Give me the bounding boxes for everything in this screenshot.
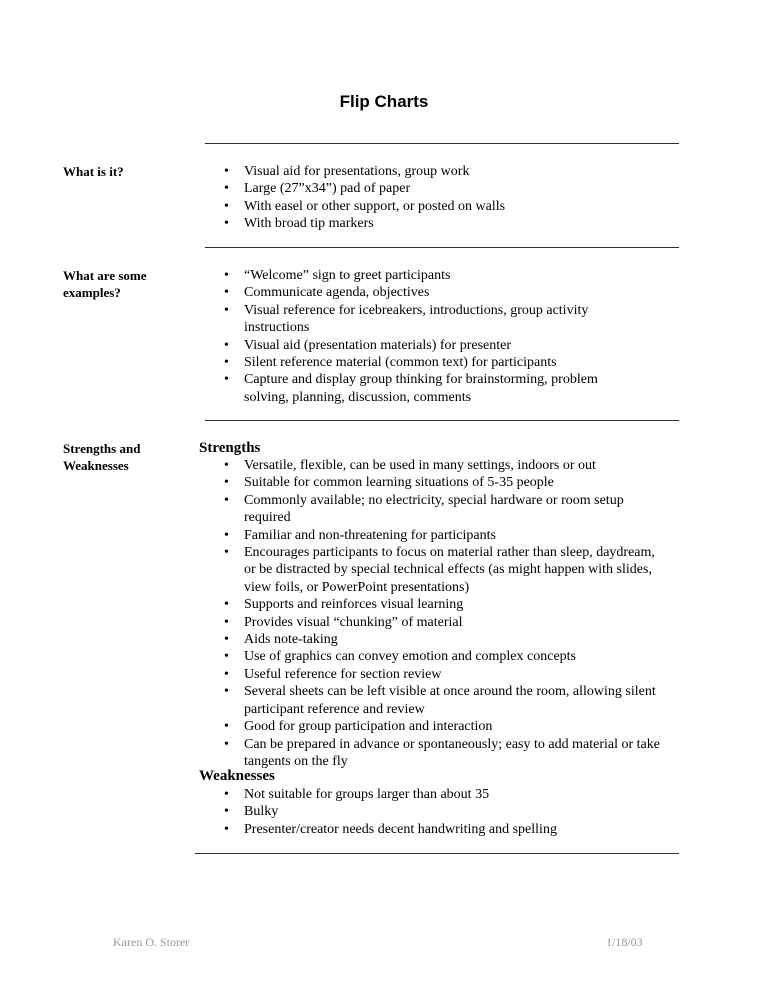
weaknesses-list	[218, 786, 668, 838]
list-item: • Not suitable for groups larger than about 35	[218, 786, 668, 803]
list-item: • With easel or other support, or posted on walls	[218, 198, 678, 215]
list-item: • Visual aid (presentation materials) for presenter	[218, 337, 638, 354]
footer-date: 1/18/03	[606, 935, 643, 949]
list-item: • Bulky	[218, 803, 668, 820]
list-item: • Use of graphics can convey emotion and complex concepts	[218, 648, 668, 665]
list-item: • Several sheets can be left visible at once around the room, allowing silent participant reference and review	[218, 683, 668, 718]
list-item: • Good for group participation and interaction	[218, 718, 668, 735]
title-text: Flip Charts	[339, 92, 429, 111]
list-item: • Capture and display group thinking for brainstorming, problem solving, planning, discussion, comments	[218, 371, 638, 406]
divider	[195, 853, 679, 854]
list-item: • Aids note-taking	[218, 631, 668, 648]
list-item: • Silent reference material (common text) for participants	[218, 354, 638, 371]
list-item: • “Welcome” sign to greet participants	[218, 267, 638, 284]
section-label: What is it?	[63, 164, 124, 179]
list-item: • Versatile, flexible, can be used in many settings, indoors or out	[218, 457, 668, 474]
list-item: • Presenter/creator needs decent handwriting and spelling	[218, 821, 668, 838]
strengths-list	[218, 457, 668, 770]
examples-list	[218, 267, 638, 406]
list-item: • Commonly available; no electricity, special hardware or room setup required	[218, 492, 668, 527]
weaknesses-heading: Weaknesses	[199, 768, 275, 784]
list-item: • Useful reference for section review	[218, 666, 668, 683]
divider	[205, 143, 679, 144]
page-title	[0, 92, 768, 112]
list-item: • Familiar and non-threatening for participants	[218, 527, 668, 544]
strengths-heading: Strengths	[199, 440, 261, 456]
list-item: • Encourages participants to focus on material rather than sleep, daydream, or be distracted by special technical effects (as might happen with slides, view foils, or PowerPoint presentations)	[218, 544, 668, 596]
list-item: • Provides visual “chunking” of material	[218, 614, 668, 631]
list-item: • Visual aid for presentations, group work	[218, 163, 678, 180]
list-item: • Visual reference for icebreakers, introductions, group activity instructions	[218, 302, 638, 337]
divider	[205, 247, 679, 248]
list-item: • With broad tip markers	[218, 215, 678, 232]
list-item: • Suitable for common learning situations of 5-35 people	[218, 474, 668, 491]
section-label: What are some examples?	[63, 268, 147, 301]
list-item: • Supports and reinforces visual learning	[218, 596, 668, 613]
section-label: Strengths and Weaknesses	[63, 441, 141, 474]
divider	[205, 420, 679, 421]
what-is-it-list	[218, 163, 678, 233]
list-item: • Large (27”x34”) pad of paper	[218, 180, 678, 197]
footer-author: Karen O. Storer	[113, 935, 190, 949]
list-item: • Communicate agenda, objectives	[218, 284, 638, 301]
list-item: • Can be prepared in advance or spontaneously; easy to add material or take tangents on the fly	[218, 736, 668, 771]
